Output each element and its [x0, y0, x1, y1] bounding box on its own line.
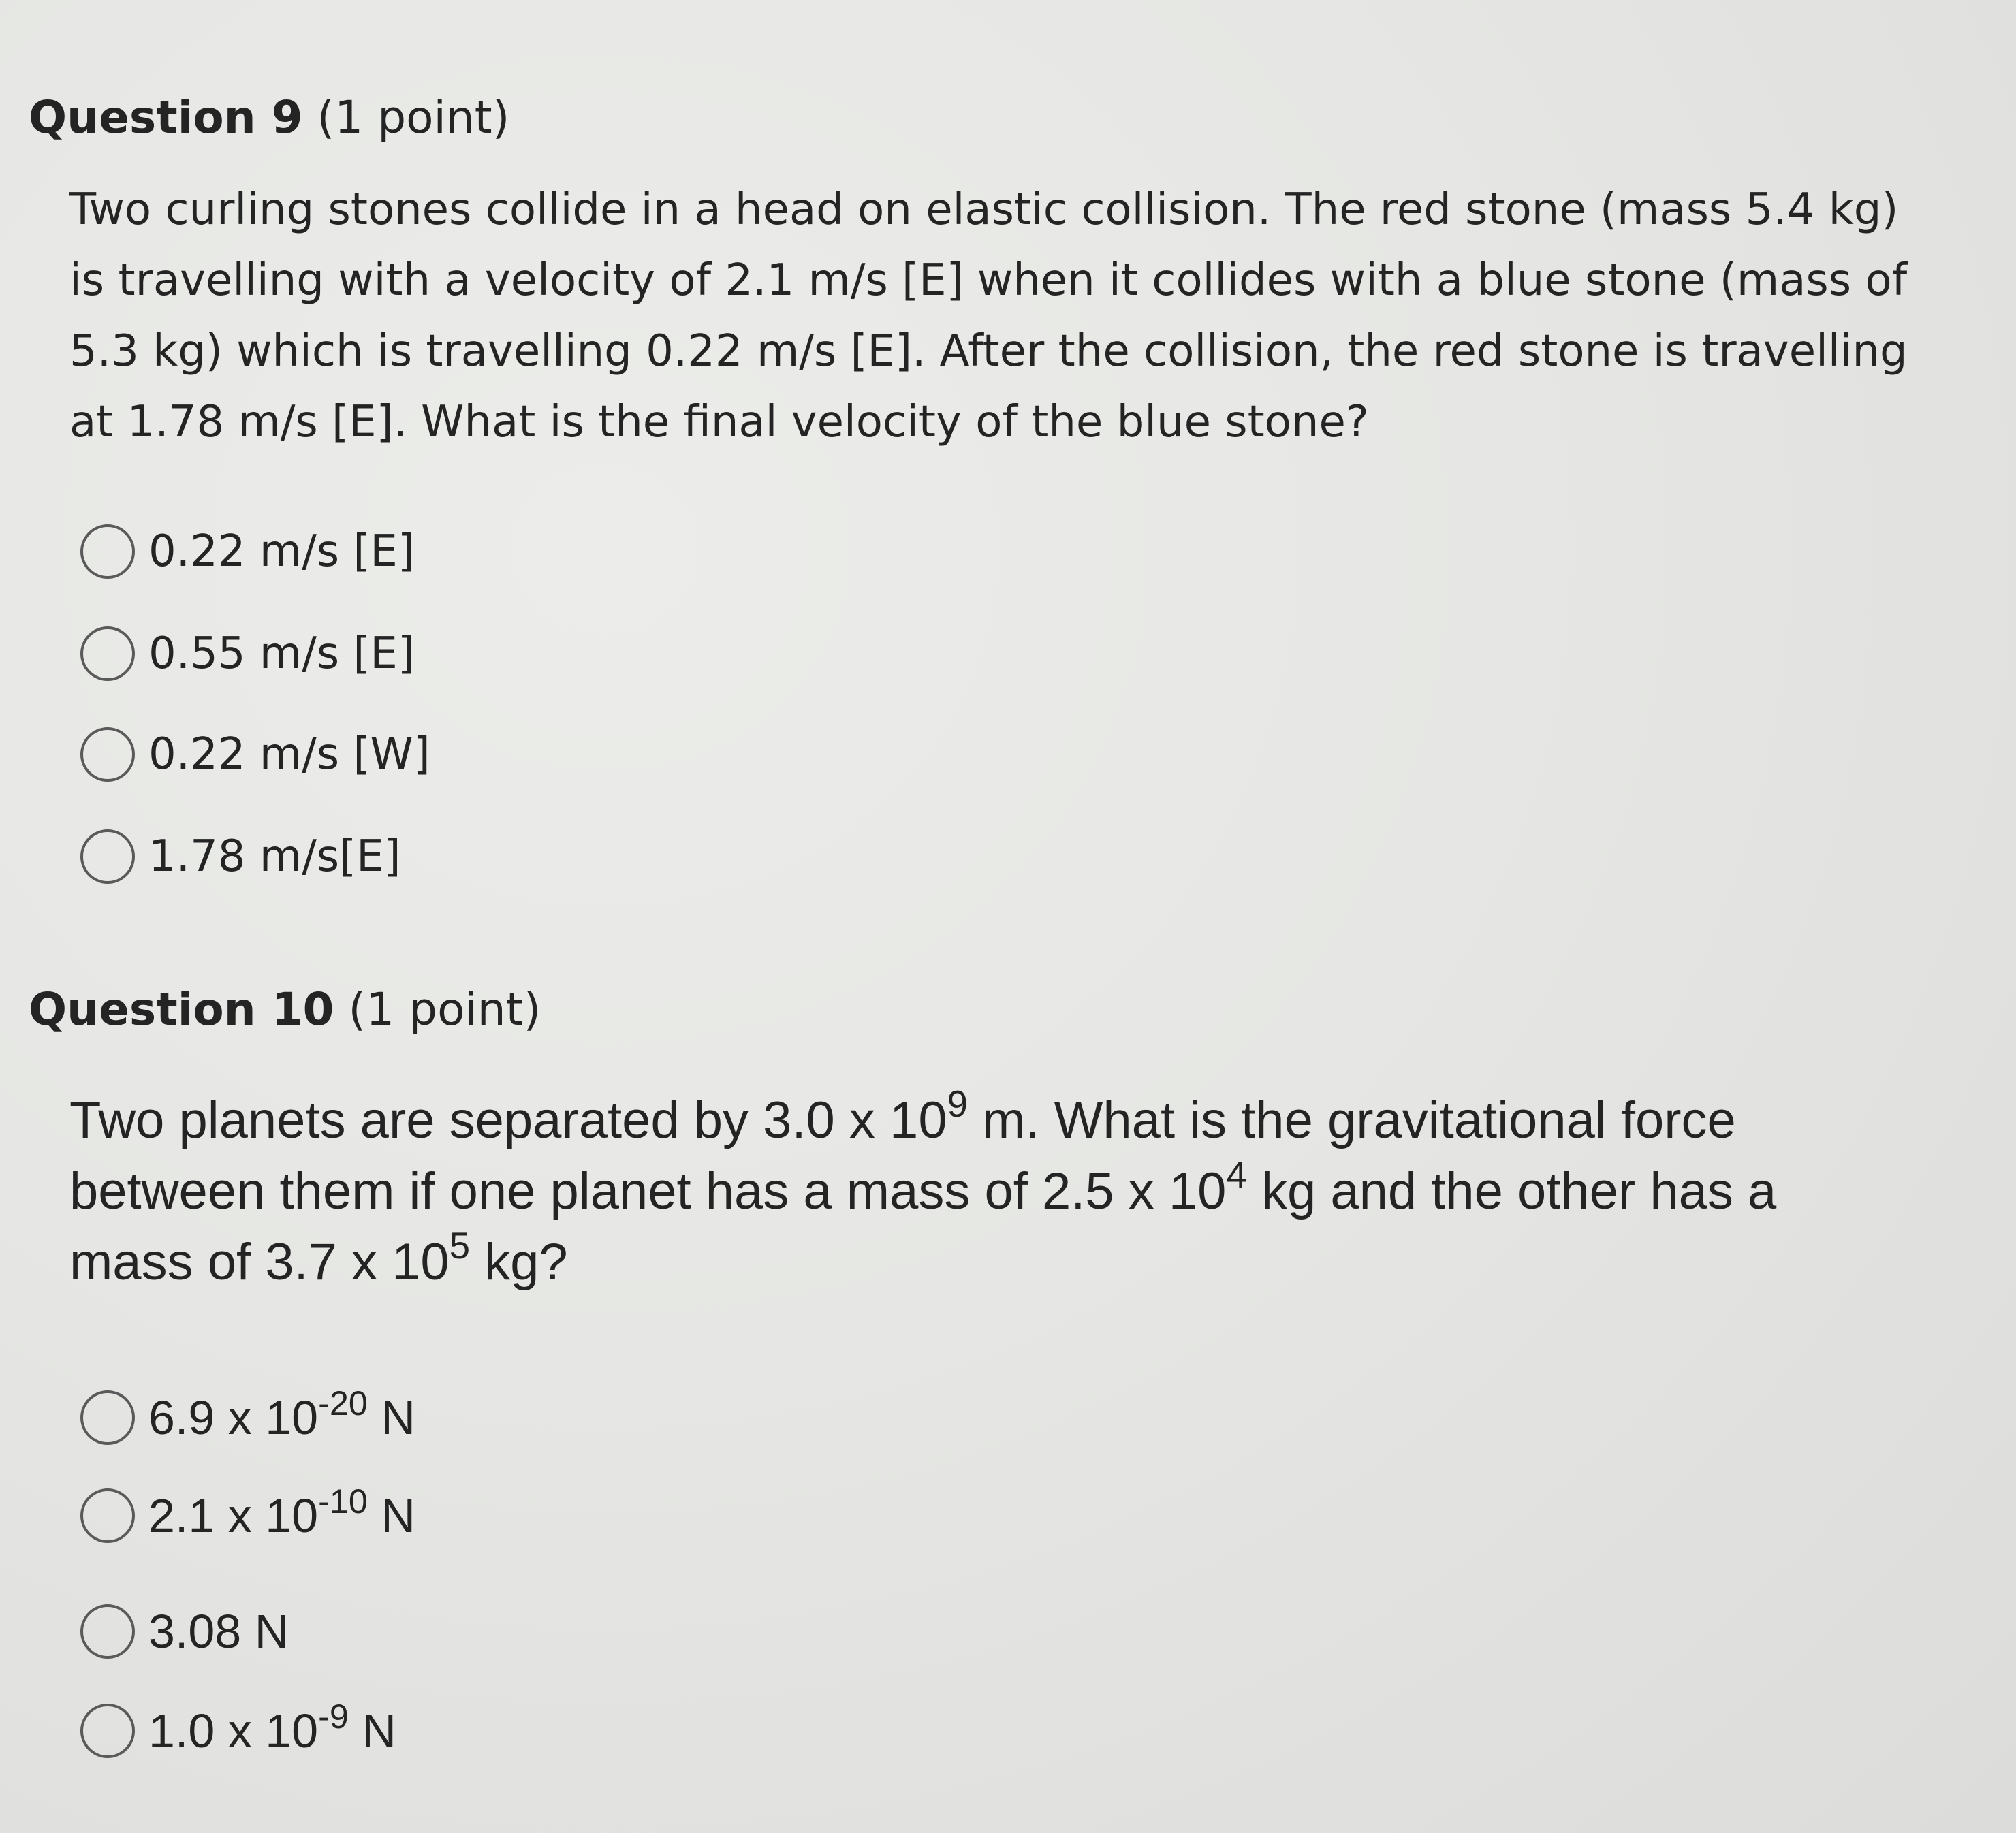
- q10-option-label: 1.0 x $10^{-9}$ N: [148, 1696, 396, 1757]
- q10-option-1[interactable]: [80, 1383, 415, 1445]
- question-10-heading: Question 10: [29, 983, 334, 1036]
- question-10-points: (1 point): [348, 983, 541, 1036]
- radio-circle-icon[interactable]: [80, 727, 135, 782]
- question-9-line: 5.3 kg) which is travelling 0.22 m/s [E]. After the collision, the red stone is travelling: [69, 326, 1908, 377]
- exponent: -20: [318, 1383, 368, 1422]
- radio-circle-icon[interactable]: [80, 1604, 135, 1659]
- question-10-line: Two planets are separated by 3.0 x $10^9$ m. What is the gravitational force: [69, 1083, 1736, 1149]
- q9-option-label: 1.78 m/s[E]: [148, 831, 401, 882]
- exponent: 5: [449, 1224, 471, 1267]
- q10-option-2[interactable]: [80, 1481, 415, 1543]
- radio-circle-icon[interactable]: [80, 1488, 135, 1543]
- q10-option-label: 3.08 N: [148, 1605, 289, 1658]
- radio-circle-icon[interactable]: [80, 829, 135, 884]
- question-9-line: Two curling stones collide in a head on elastic collision. The red stone (mass 5.4 kg): [69, 185, 1899, 235]
- exponent: 4: [1226, 1153, 1247, 1196]
- q10-option-4[interactable]: [80, 1696, 396, 1758]
- question-9-text: [69, 174, 1908, 458]
- question-9-line: at 1.78 m/s [E]. What is the final velocity of the blue stone?: [69, 397, 1369, 447]
- radio-circle-icon[interactable]: [80, 524, 135, 579]
- question-10-line: mass of 3.7 x $10^5$ kg?: [69, 1224, 568, 1291]
- q9-option-label: 0.22 m/s [W]: [148, 729, 430, 780]
- question-10-line: between them if one planet has a mass of 2.5 x $10^4$ kg and the other has a: [69, 1153, 1777, 1220]
- exponent: 9: [947, 1083, 968, 1126]
- radio-circle-icon[interactable]: [80, 1704, 135, 1758]
- question-10-text: [69, 1085, 1776, 1298]
- q9-option-label: 0.55 m/s [E]: [148, 628, 415, 679]
- q9-option-1[interactable]: [80, 524, 415, 579]
- q9-option-label: 0.22 m/s [E]: [148, 526, 415, 577]
- question-9-line: is travelling with a velocity of 2.1 m/s [E] when it collides with a blue stone (mass of: [69, 255, 1908, 306]
- q10-option-label: 2.1 x $10^{-10}$ N: [148, 1481, 415, 1542]
- q9-option-4[interactable]: [80, 829, 400, 884]
- question-9-title: [29, 91, 510, 144]
- q10-option-label: 6.9 x $10^{-20}$ N: [148, 1383, 415, 1444]
- q10-option-3[interactable]: [80, 1604, 289, 1659]
- radio-circle-icon[interactable]: [80, 1390, 135, 1445]
- q9-option-3[interactable]: [80, 727, 430, 782]
- exponent: -10: [318, 1481, 368, 1520]
- radio-circle-icon[interactable]: [80, 626, 135, 681]
- question-9-points: (1 point): [317, 91, 510, 144]
- exponent: -9: [318, 1696, 349, 1736]
- question-9-heading: Question 9: [29, 91, 303, 144]
- question-10-title: [29, 983, 541, 1036]
- q9-option-2[interactable]: [80, 626, 415, 681]
